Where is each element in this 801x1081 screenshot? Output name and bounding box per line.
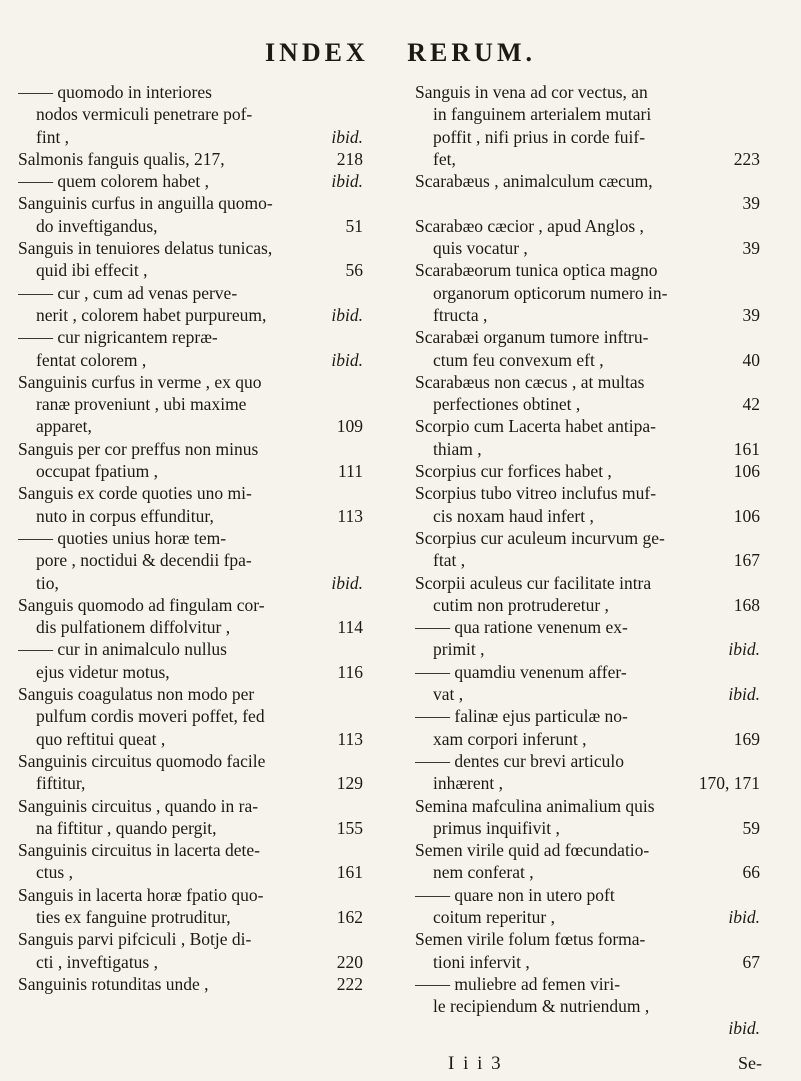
page-reference: 113 — [337, 505, 363, 526]
page-reference: 66 — [742, 862, 760, 883]
page-reference: 162 — [336, 906, 363, 927]
index-entry — [18, 81, 363, 148]
page-reference: 167 — [733, 550, 760, 571]
page-reference: ibid. — [331, 304, 363, 325]
entry-text: Sanguis in vena ad cor vectus, an — [415, 82, 648, 102]
page-reference: ibid. — [728, 639, 760, 660]
page-reference: 129 — [336, 773, 363, 794]
page-reference: 109 — [336, 416, 363, 437]
entry-text: Sanguis per cor preffus non minus — [18, 438, 259, 459]
entry-text: xam corpori inferunt , — [433, 728, 587, 749]
entry-text: ctus , — [36, 862, 73, 883]
index-entry — [415, 928, 760, 973]
entry-text: Sanguinis circuitus , quando in ra- — [18, 795, 259, 816]
index-entry — [18, 282, 363, 327]
entry-text: ftat , — [433, 550, 466, 571]
entry-text: Sanguinis curfus in verme , ex quo — [18, 371, 262, 392]
header-rerum: RERUM. — [407, 38, 536, 67]
entry-text: ctum feu convexum eft , — [433, 349, 604, 370]
index-entry — [18, 237, 363, 282]
entry-text: —— cur , cum ad venas perve- — [18, 282, 238, 303]
entry-text: —— muliebre ad femen viri- — [415, 973, 621, 994]
page-reference: 56 — [345, 260, 363, 281]
entry-text: Sanguis quomodo ad fingulam cor- — [18, 594, 265, 615]
entry-text: Sanguis in tenuiores delatus tunicas, — [18, 238, 273, 259]
page-reference: 155 — [336, 817, 363, 838]
page-reference: 114 — [337, 617, 363, 638]
entry-text: primus inquifivit , — [433, 817, 560, 838]
index-entry — [18, 638, 363, 683]
index-entry — [415, 750, 760, 795]
page-reference: ibid. — [331, 126, 363, 147]
entry-text: nem conferat , — [433, 862, 534, 883]
entry-text: —— quomodo in interiores — [18, 82, 212, 102]
entry-text: Scorpius cur forfices habet , — [415, 461, 612, 482]
page-reference: 218 — [336, 148, 363, 169]
entry-text: Sanguis ex corde quoties uno mi- — [18, 483, 252, 504]
index-entry — [415, 415, 760, 460]
entry-text: —— dentes cur brevi articulo — [415, 750, 624, 771]
index-entry — [415, 326, 760, 371]
entry-text: nuto in corpus effunditur, — [36, 505, 214, 526]
index-entry — [415, 884, 760, 929]
index-entry — [18, 839, 363, 884]
entry-text: ejus videtur motus, — [36, 661, 170, 682]
page-reference: 116 — [337, 661, 363, 682]
index-entry — [18, 192, 363, 237]
entry-text: nodos vermiculi penetrare pof- — [36, 104, 253, 125]
page-reference: ibid. — [728, 1018, 760, 1039]
index-entry — [415, 170, 760, 215]
entry-text: Sanguis parvi pifciculi , Botje di- — [18, 929, 252, 950]
entry-text: ftructa , — [433, 304, 488, 325]
index-entry — [415, 460, 760, 482]
entry-text: pulfum cordis moveri poffet, fed — [36, 706, 265, 727]
index-entry — [18, 482, 363, 527]
page-reference: ibid. — [728, 684, 760, 705]
entry-text: —— falinæ ejus particulæ no- — [415, 706, 628, 727]
left-column — [18, 81, 363, 995]
entry-text: occupat fpatium , — [36, 461, 158, 482]
entry-text: Sanguis in lacerta horæ fpatio quo- — [18, 884, 264, 905]
entry-text: Sanguis coagulatus non modo per — [18, 684, 255, 705]
entry-text: pore , noctidui & decendii fpa- — [36, 550, 252, 571]
page-reference: 39 — [742, 193, 760, 214]
entry-text: fiftitur, — [36, 773, 86, 794]
index-entry — [415, 839, 760, 884]
entry-text: ranæ proveniunt , ubi maxime — [36, 394, 247, 415]
signature-mark: I i i 3 — [448, 1053, 503, 1074]
entry-text: —— quoties unius horæ tem- — [18, 527, 227, 548]
index-entry — [415, 81, 760, 170]
entry-text: cis noxam haud infert , — [433, 505, 594, 526]
entry-text: Scarabæus , animalculum cæcum, — [415, 171, 653, 192]
page-reference: 161 — [733, 438, 760, 459]
entry-text: quo reftitui queat , — [36, 728, 166, 749]
index-entry — [415, 616, 760, 661]
entry-text: Semen virile quid ad fœcundatio- — [415, 840, 650, 861]
entry-text: fint , — [36, 126, 70, 147]
entry-text: —— quamdiu venenum affer- — [415, 661, 627, 682]
right-column — [415, 81, 760, 1040]
index-entry — [415, 215, 760, 260]
page-reference: 67 — [742, 951, 760, 972]
index-entry — [18, 683, 363, 750]
entry-text: fet, — [433, 148, 456, 169]
page-reference: 170, 171 — [698, 773, 760, 794]
index-entry — [415, 973, 760, 1040]
index-entry — [18, 973, 363, 995]
page-reference: 42 — [742, 394, 760, 415]
entry-text: —— qua ratione venenum ex- — [415, 617, 628, 638]
entry-text: dis pulfationem diffolvitur , — [36, 617, 231, 638]
index-entry — [415, 705, 760, 750]
page-reference: ibid. — [331, 572, 363, 593]
entry-text: Sanguinis rotunditas unde , — [18, 973, 209, 994]
page-reference: 113 — [337, 728, 363, 749]
page-reference: 161 — [336, 862, 363, 883]
page-reference: 111 — [338, 461, 363, 482]
entry-text: Sanguinis circuitus quomodo facile — [18, 750, 266, 771]
page-reference: 220 — [336, 951, 363, 972]
entry-text: inhærent , — [433, 773, 503, 794]
index-entry — [18, 326, 363, 371]
entry-text: Scorpius tubo vitreo inclufus muf- — [415, 483, 657, 504]
page-reference: 168 — [733, 594, 760, 615]
entry-text: Semina mafculina animalium quis — [415, 795, 655, 816]
entry-text: perfectiones obtinet , — [433, 394, 581, 415]
index-entry — [415, 259, 760, 326]
entry-text: na fiftitur , quando pergit, — [36, 817, 217, 838]
entry-text: —— cur nigricantem repræ- — [18, 327, 218, 348]
page-reference: ibid. — [331, 171, 363, 192]
entry-text: thiam , — [433, 438, 482, 459]
entry-text: Scorpius cur aculeum incurvum ge- — [415, 527, 665, 548]
entry-text: —— quem colorem habet , — [18, 171, 209, 192]
entry-text: Sanguinis circuitus in lacerta dete- — [18, 840, 261, 861]
index-entry — [415, 661, 760, 706]
index-entry — [18, 527, 363, 594]
index-entry — [415, 795, 760, 840]
page-reference: 39 — [742, 238, 760, 259]
entry-text: primit , — [433, 639, 485, 660]
entry-text: —— cur in animalculo nullus — [18, 639, 227, 660]
entry-text: Scarabæus non cæcus , at multas — [415, 371, 645, 392]
entry-text: tioni infervit , — [433, 951, 530, 972]
page-reference: ibid. — [728, 906, 760, 927]
page-reference: 39 — [742, 304, 760, 325]
entry-text: ties ex fanguine protruditur, — [36, 906, 231, 927]
entry-text: Scarabæi organum tumore inftru- — [415, 327, 649, 348]
entry-text: Scorpii aculeus cur facilitate intra — [415, 572, 652, 593]
entry-text: nerit , colorem habet purpureum, — [36, 304, 267, 325]
entry-text: Semen virile folum fœtus forma- — [415, 929, 646, 950]
entry-text: quis vocatur , — [433, 238, 528, 259]
entry-text: Scorpio cum Lacerta habet antipa- — [415, 416, 657, 437]
entry-text: coitum reperitur , — [433, 906, 555, 927]
index-entry — [18, 148, 363, 170]
entry-text: Salmonis fanguis qualis, 217, — [18, 148, 225, 169]
page-reference: ibid. — [331, 349, 363, 370]
page-reference: 40 — [742, 349, 760, 370]
header-index: INDEX — [264, 38, 369, 67]
entry-text: quid ibi effecit , — [36, 260, 148, 281]
index-entry — [18, 884, 363, 929]
entry-text: in fanguinem arterialem mutari — [433, 104, 652, 125]
page-reference: 51 — [345, 215, 363, 236]
page-reference: 106 — [733, 505, 760, 526]
entry-text: le recipiendum & nutriendum , — [433, 996, 650, 1017]
index-entry — [18, 750, 363, 795]
page-reference: 106 — [733, 461, 760, 482]
entry-text: —— quare non in utero poft — [415, 884, 615, 905]
entry-text: poffit , nifi prius in corde fuif- — [433, 126, 646, 147]
entry-text: do inveftigandus, — [36, 215, 158, 236]
entry-text: fentat colorem , — [36, 349, 147, 370]
entry-text: Scarabæo cæcior , apud Anglos , — [415, 215, 644, 236]
index-entry — [18, 371, 363, 438]
entry-text: organorum opticorum numero in- — [433, 282, 668, 303]
page-reference: 169 — [733, 728, 760, 749]
entry-text: Scarabæorum tunica optica magno — [415, 260, 658, 281]
index-entry — [18, 170, 363, 192]
index-entry — [415, 482, 760, 527]
entry-text: cutim non protruderetur , — [433, 594, 609, 615]
index-entry — [415, 371, 760, 416]
page-reference: 222 — [336, 973, 363, 994]
index-entry — [18, 594, 363, 639]
index-entry — [415, 572, 760, 617]
entry-text: tio, — [36, 572, 59, 593]
entry-text: vat , — [433, 684, 464, 705]
entry-text: cti , inveftigatus , — [36, 951, 158, 972]
index-entry — [18, 928, 363, 973]
index-entry — [18, 795, 363, 840]
page-reference: 223 — [733, 148, 760, 169]
entry-text: apparet, — [36, 416, 92, 437]
catchword: Se- — [738, 1053, 762, 1073]
page-reference: 59 — [742, 817, 760, 838]
index-entry — [415, 527, 760, 572]
index-entry — [18, 438, 363, 483]
entry-text: Sanguinis curfus in anguilla quomo- — [18, 193, 273, 214]
running-header — [0, 38, 801, 68]
